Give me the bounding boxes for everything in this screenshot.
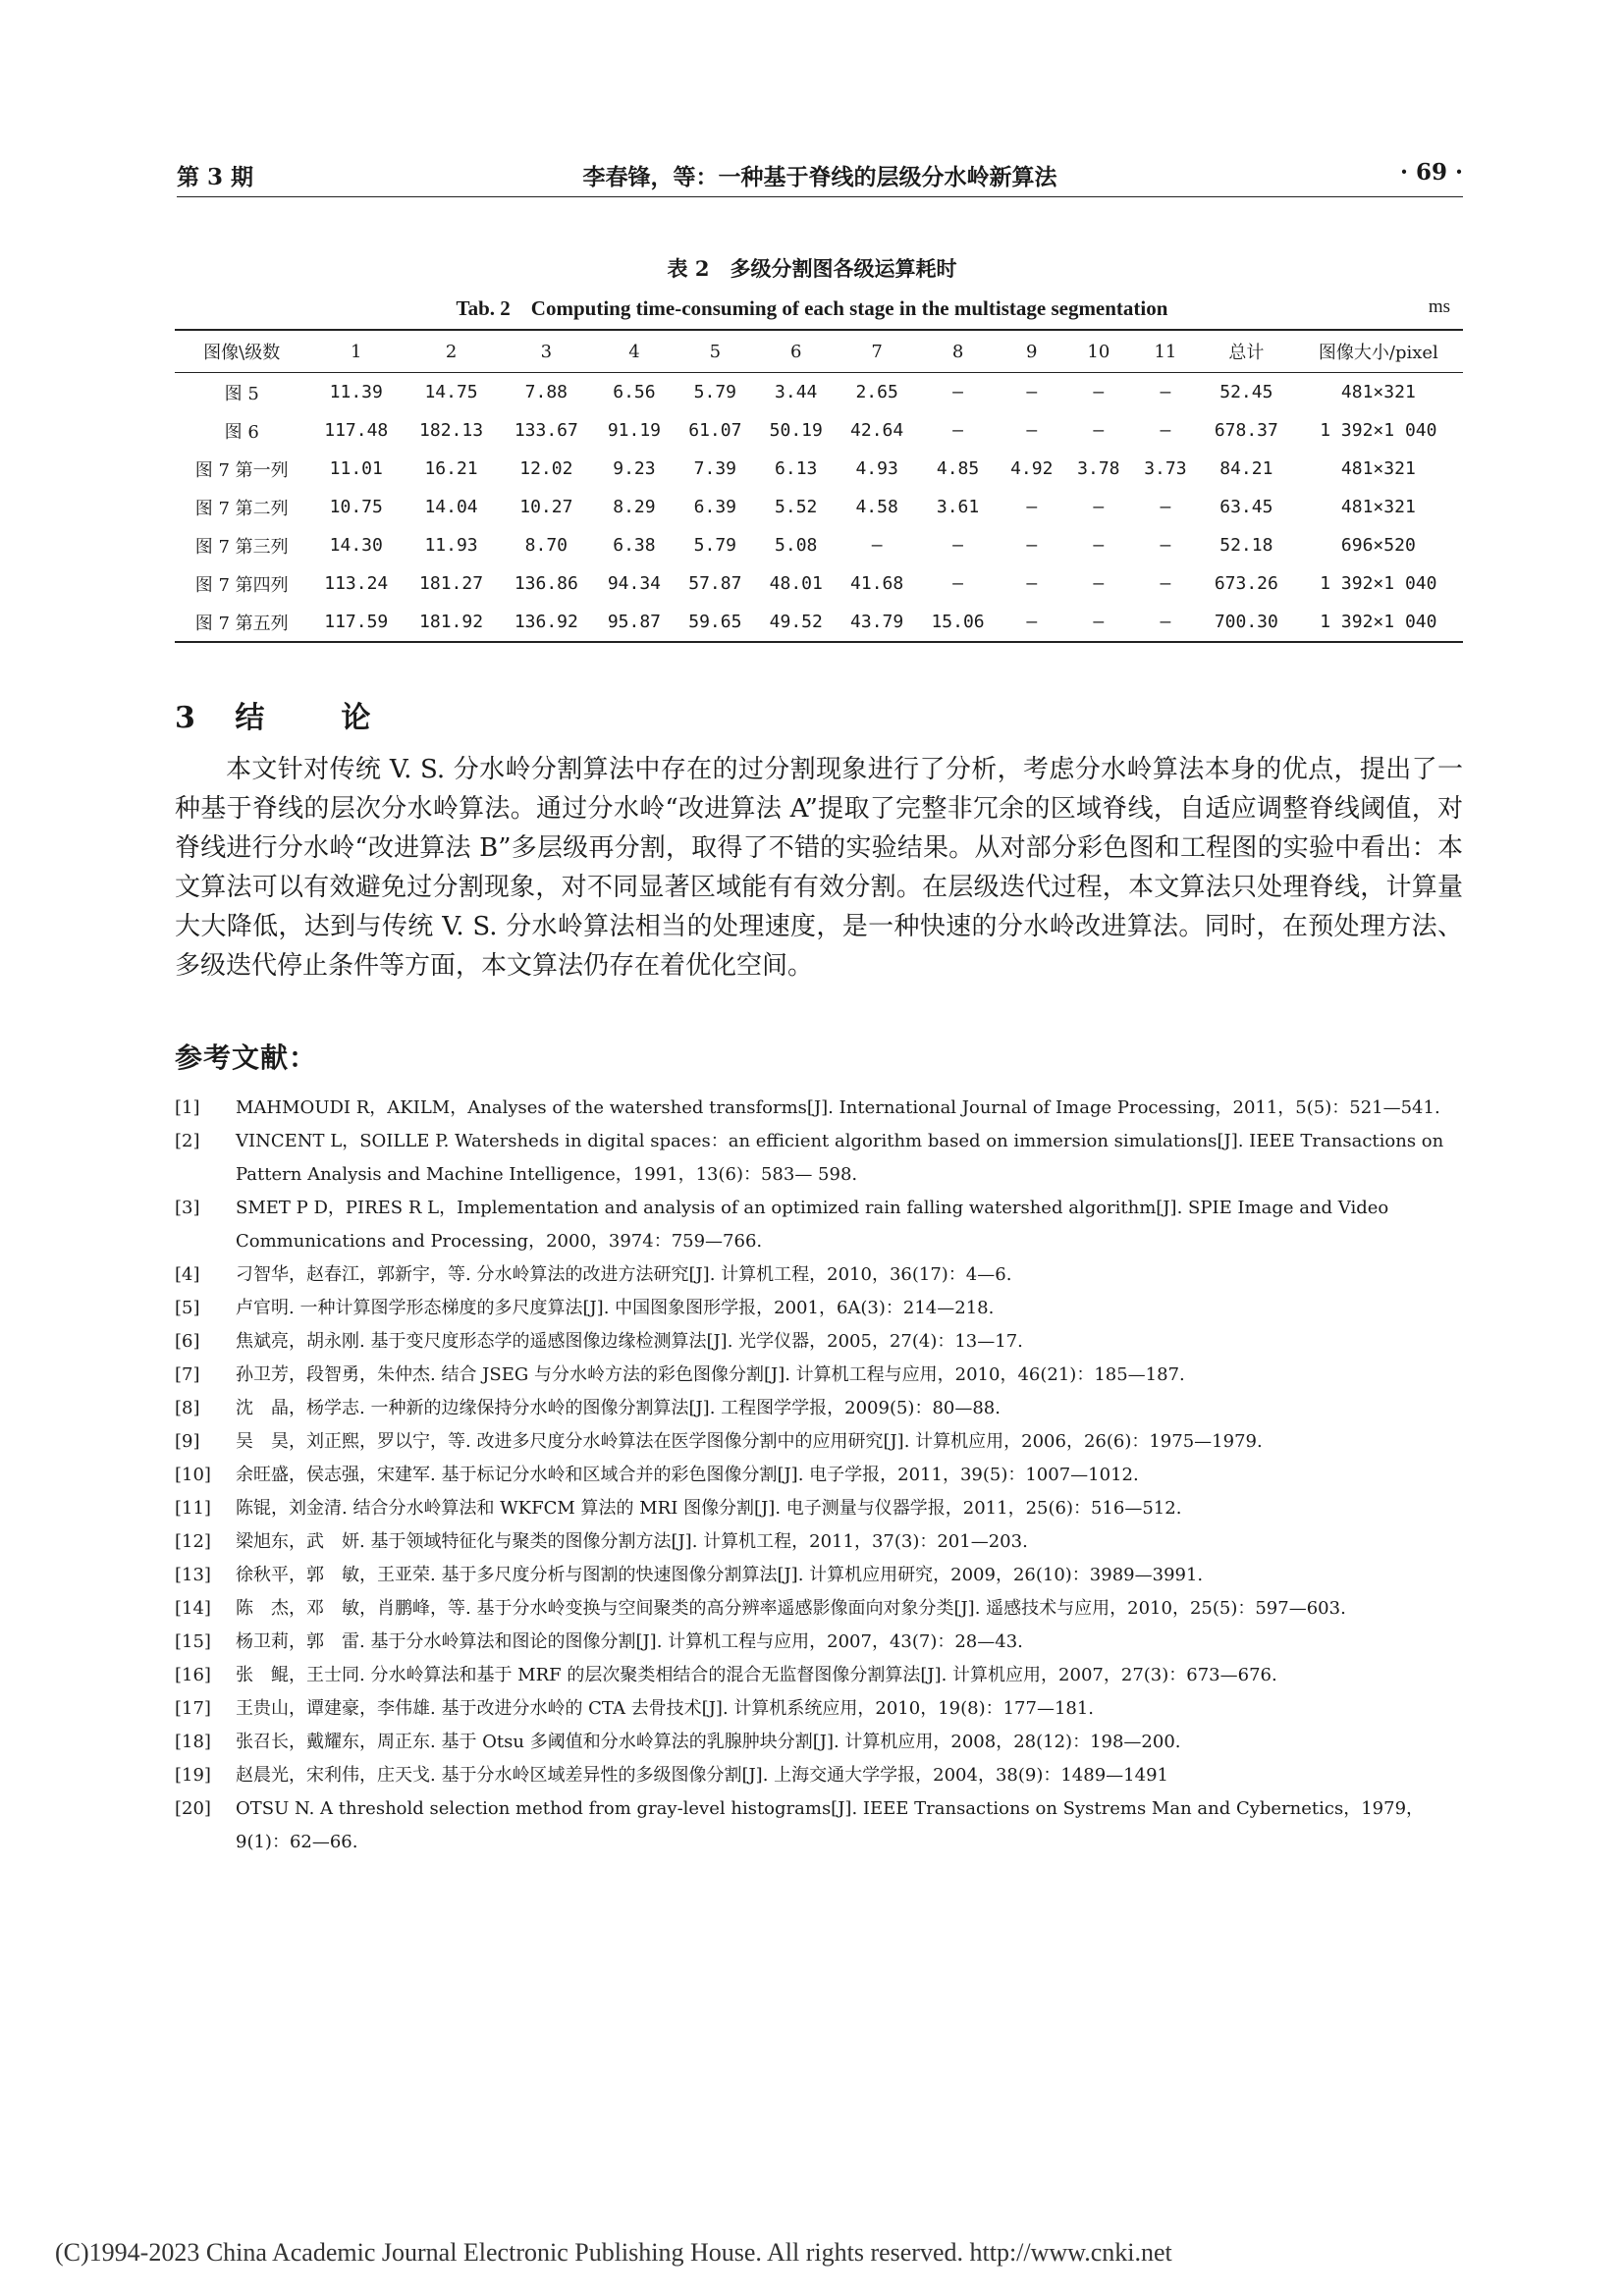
table-cell: — (1026, 573, 1038, 594)
reference-number: [20] (175, 1798, 211, 1819)
table-cell: 50.19 (769, 420, 823, 441)
reference-text: 刁智华，赵春江，郭新宇，等. 分水岭算法的改进方法研究[J]. 计算机工程，2010，36(17)：4—6. (236, 1264, 1012, 1285)
table-cell: 94.34 (607, 573, 662, 594)
table-cell: 8.70 (524, 535, 568, 556)
reference-item (175, 1359, 1463, 1392)
table-cell: 3.61 (936, 497, 980, 517)
table-cell: 6.38 (613, 535, 656, 556)
column-header: 1 (308, 330, 404, 373)
references-heading: 参考文献： (175, 1041, 318, 1074)
row-label: 图 7 第二列 (194, 498, 289, 519)
table-cell: 133.67 (514, 420, 578, 441)
table-cell: — (952, 420, 963, 441)
table-cell: 10.75 (329, 497, 383, 517)
table-cell: 673.26 (1214, 573, 1278, 594)
table-cell: 5.08 (775, 535, 818, 556)
running-title: 李春锋，等：一种基于脊线的层级分水岭新算法 (582, 164, 1057, 190)
table-cell: 14.30 (329, 535, 383, 556)
table-cell: 11.39 (329, 382, 383, 402)
table-row (175, 450, 1463, 488)
table-cell: 182.13 (419, 420, 484, 441)
table-cell: 12.02 (519, 458, 573, 479)
reference-number: [12] (175, 1531, 211, 1552)
table-cell: 11.93 (424, 535, 478, 556)
table-cell: 4.93 (855, 458, 898, 479)
table-row (175, 526, 1463, 564)
table-cell: 8.29 (613, 497, 656, 517)
table-cell: 59.65 (675, 603, 755, 642)
reference-text: 张 鲲，王士同. 分水岭算法和基于 MRF 的层次聚类相结合的混合无监督图像分割算法[J]. 计算机应用，2007，27(3)：673—676. (236, 1665, 1277, 1685)
table-cell: 63.45 (1219, 497, 1273, 517)
reference-number: [17] (175, 1698, 211, 1719)
table-cell: 6.39 (693, 497, 736, 517)
copyright-footer: (C)1994-2023 China Academic Journal Electronic Publishing House. All rights reserved. http://www.cnki.net (55, 2238, 1172, 2267)
table-cell: 48.01 (769, 573, 823, 594)
reference-item (175, 1525, 1463, 1559)
table-cell: 7.39 (693, 458, 736, 479)
reference-item (175, 1559, 1463, 1592)
reference-number: [11] (175, 1498, 211, 1519)
table-cell: — (1093, 535, 1105, 556)
table-cell: 7.88 (524, 382, 568, 402)
reference-number: [19] (175, 1765, 211, 1786)
table-row (175, 603, 1463, 642)
table-cell: 3.44 (775, 382, 818, 402)
reference-number: [15] (175, 1631, 211, 1652)
reference-text: 孙卫芳，段智勇，朱仲杰. 结合 JSEG 与分水岭方法的彩色图像分割[J]. 计算机工程与应用，2010，46(21)：185—187. (236, 1364, 1185, 1385)
column-header: 11 (1132, 330, 1199, 373)
row-label: 图 5 (224, 383, 259, 404)
table-row (175, 411, 1463, 450)
reference-item (175, 1125, 1463, 1192)
reference-item (175, 1692, 1463, 1726)
reference-number: [10] (175, 1465, 211, 1485)
column-header: 10 (1065, 330, 1132, 373)
reference-number: [7] (175, 1364, 200, 1385)
table-cell: 16.21 (424, 458, 478, 479)
column-header: 8 (917, 330, 998, 373)
table-cell: 117.59 (308, 603, 404, 642)
reference-number: [5] (175, 1298, 200, 1318)
reference-text: 陈锟，刘金清. 结合分水岭算法和 WKFCM 算法的 MRI 图像分割[J]. 电子测量与仪器学报，2011，25(6)：516—512. (236, 1498, 1182, 1519)
reference-item (175, 1258, 1463, 1292)
reference-item (175, 1792, 1463, 1859)
table-cell: — (1093, 497, 1105, 517)
table-cell: 3.78 (1077, 458, 1120, 479)
page-number: · 69 · (1399, 159, 1463, 186)
table-cell: 181.27 (419, 573, 484, 594)
table-cell: 117.48 (324, 420, 389, 441)
reference-item (175, 1392, 1463, 1425)
reference-number: [16] (175, 1665, 211, 1685)
column-header: 4 (594, 330, 675, 373)
table-cell: — (1026, 420, 1038, 441)
issue-number: 第 3 期 (177, 164, 254, 190)
reference-item (175, 1626, 1463, 1659)
table-cell: 42.64 (850, 420, 904, 441)
reference-number: [18] (175, 1732, 211, 1752)
table-cell: — (999, 603, 1065, 642)
table-cell: — (1065, 603, 1132, 642)
table-cell: 11.01 (329, 458, 383, 479)
reference-number: [13] (175, 1565, 211, 1585)
row-label: 图 7 第四列 (194, 574, 289, 596)
table-cell: 52.45 (1219, 382, 1273, 402)
row-label: 图 6 (224, 421, 259, 443)
reference-text: 张召长，戴耀东，周正东. 基于 Otsu 多阈值和分水岭算法的乳腺肿块分割[J]. 计算机应用，2008，28(12)：198—200. (236, 1732, 1181, 1752)
table-cell: — (1093, 420, 1105, 441)
table-cell: 136.86 (514, 573, 578, 594)
table-cell: 181.92 (404, 603, 499, 642)
reference-number: [14] (175, 1598, 211, 1619)
reference-item (175, 1192, 1463, 1258)
table-cell: 481×321 (1340, 497, 1416, 517)
reference-text: 王贵山，谭建豪，李伟雄. 基于改进分水岭的 CTA 去骨技术[J]. 计算机系统应用，2010，19(8)：177—181. (236, 1698, 1095, 1719)
table-cell: — (1160, 420, 1171, 441)
table-cell: 6.56 (613, 382, 656, 402)
reference-text: SMET P D，PIRES R L，Implementation and analysis of an optimized rain falling watershed algorithm[J]. SPIE Image and Video Communications and Processing，2000，3974：759—766. (236, 1198, 1389, 1252)
table-cell: 1 392×1 040 (1294, 603, 1463, 642)
timing-table (175, 329, 1463, 643)
table-cell: — (1160, 573, 1171, 594)
table-cell: — (1160, 535, 1171, 556)
table-cell: — (1160, 382, 1171, 402)
section-heading (175, 693, 394, 736)
table-cell: — (1093, 573, 1105, 594)
reference-number: [6] (175, 1331, 200, 1352)
column-header: 9 (999, 330, 1065, 373)
reference-text: 吴 昊，刘正熙，罗以宁，等. 改进多尺度分水岭算法在医学图像分割中的应用研究[J]. 计算机应用，2006，26(6)：1975—1979. (236, 1431, 1263, 1452)
table-cell: 14.04 (424, 497, 478, 517)
reference-text: 徐秋平，郭 敏，王亚荣. 基于多尺度分析与图割的快速图像分割算法[J]. 计算机应用研究，2009，26(10)：3989—3991. (236, 1565, 1204, 1585)
table-row (175, 564, 1463, 603)
table-cell: 95.87 (594, 603, 675, 642)
column-header: 图像\级数 (175, 330, 308, 373)
table-body (175, 373, 1463, 643)
reference-item (175, 1759, 1463, 1792)
table-cell: 4.85 (936, 458, 980, 479)
reference-text: MAHMOUDI R，AKILM，Analyses of the watershed transforms[J]. International Journal of Image Processing，2011，5(5)：521—541. (236, 1097, 1440, 1118)
table-cell: 1 392×1 040 (1320, 573, 1437, 594)
column-header: 图像大小/pixel (1294, 330, 1463, 373)
table-cell: — (1026, 382, 1038, 402)
table-cell: — (952, 535, 963, 556)
running-header (177, 159, 1463, 194)
section-title: 结 论 (235, 701, 395, 735)
reference-text: 卢官明. 一种计算图学形态梯度的多尺度算法[J]. 中国图象图形学报，2001，6A(3)：214—218. (236, 1298, 995, 1318)
row-label: 图 7 第五列 (175, 603, 308, 642)
table-cell: 696×520 (1340, 535, 1416, 556)
table-cell: 43.79 (837, 603, 917, 642)
table-cell: — (1026, 497, 1038, 517)
table-cell: 15.06 (917, 603, 998, 642)
reference-text: 杨卫莉，郭 雷. 基于分水岭算法和图论的图像分割[J]. 计算机工程与应用，2007，43(7)：28—43. (236, 1631, 1023, 1652)
reference-text: OTSU N. A threshold selection method from gray-level histograms[J]. IEEE Transactions on Systrems Man and Cybernetics，1979，9(1)：62—66. (236, 1798, 1425, 1852)
reference-list (175, 1092, 1463, 1859)
table-cell: 49.52 (756, 603, 837, 642)
table-cell: 57.87 (688, 573, 742, 594)
reference-item (175, 1292, 1463, 1325)
table-cell: 91.19 (607, 420, 662, 441)
table-cell: 52.18 (1219, 535, 1273, 556)
table-cell: 14.75 (424, 382, 478, 402)
reference-text: VINCENT L，SOILLE P. Watersheds in digital spaces：an efficient algorithm based on immersion simulations[J]. IEEE Transactions on Pattern Analysis and Machine Intelligence，1991，13(6)：583— 598. (236, 1131, 1444, 1185)
column-header: 5 (675, 330, 755, 373)
table-cell: 4.58 (855, 497, 898, 517)
table-cell: 2.65 (855, 382, 898, 402)
table-header-row (175, 330, 1463, 373)
reference-number: [9] (175, 1431, 200, 1452)
reference-text: 焦斌亮，胡永刚. 基于变尺度形态学的遥感图像边缘检测算法[J]. 光学仪器，2005，27(4)：13—17. (236, 1331, 1023, 1352)
reference-number: [8] (175, 1398, 200, 1418)
reference-item (175, 1592, 1463, 1626)
column-header: 总计 (1199, 330, 1294, 373)
row-label: 图 7 第一列 (194, 459, 289, 481)
column-header: 6 (756, 330, 837, 373)
table-cell: 4.92 (1010, 458, 1054, 479)
table-unit: ms (1428, 296, 1450, 317)
table-cell: — (1160, 497, 1171, 517)
reference-item (175, 1726, 1463, 1759)
table-cell: 678.37 (1214, 420, 1278, 441)
reference-text: 陈 杰，邓 敏，肖鹏峰，等. 基于分水岭变换与空间聚类的高分辨率遥感影像面向对象分类[J]. 遥感技术与应用，2010，25(5)：597—603. (236, 1598, 1346, 1619)
conclusion-paragraph: 本文针对传统 V. S. 分水岭分割算法中存在的过分割现象进行了分析，考虑分水岭算法本身的优点，提出了一种基于脊线的层次分水岭算法。通过分水岭“改进算法 A”提取了完整非冗余的区域脊线，自适应调整脊线阈值，对脊线进行分水岭“改进算法 B”多层级再分割，取得了不错的实验结果。从对部分彩色图和工程图的实验中看出：本文算法可以有效避免过分割现象，对不同显著区域能有有效分割。在层级迭代过程，本文算法只处理脊线，计算量大大降低，达到与传统 V. S. 分水岭算法相当的处理速度，是一种快速的分水岭改进算法。同时，在预处理方法、多级迭代停止条件等方面，本文算法仍存在着优化空间。 (175, 755, 1463, 981)
table-cell: 5.79 (693, 535, 736, 556)
table-cell: — (1093, 382, 1105, 402)
table-cell: 3.73 (1144, 458, 1187, 479)
column-header: 2 (404, 330, 499, 373)
table-row (175, 488, 1463, 526)
table-cell: 5.52 (775, 497, 818, 517)
table-cell: 61.07 (688, 420, 742, 441)
reference-item (175, 1325, 1463, 1359)
reference-text: 余旺盛，侯志强，宋建军. 基于标记分水岭和区域合并的彩色图像分割[J]. 电子学报，2011，39(5)：1007—1012. (236, 1465, 1139, 1485)
reference-number: [1] (175, 1097, 200, 1118)
table-cell: — (952, 573, 963, 594)
reference-number: [4] (175, 1264, 200, 1285)
table-cell: 6.13 (775, 458, 818, 479)
reference-item (175, 1492, 1463, 1525)
row-label: 图 7 第三列 (194, 536, 289, 558)
reference-text: 沈 晶，杨学志. 一种新的边缘保持分水岭的图像分割算法[J]. 工程图学学报，2009(5)：80—88. (236, 1398, 1001, 1418)
reference-item (175, 1459, 1463, 1492)
reference-text: 梁旭东，武 妍. 基于领域特征化与聚类的图像分割方法[J]. 计算机工程，2011，37(3)：201—203. (236, 1531, 1028, 1552)
table-caption-chinese: 表 2 多级分割图各级运算耗时 (667, 256, 957, 281)
table-cell: 41.68 (850, 573, 904, 594)
table-row (175, 373, 1463, 412)
table-cell: 481×321 (1340, 382, 1416, 402)
table-cell: 5.79 (693, 382, 736, 402)
reference-text: 赵晨光，宋利伟，庄天戈. 基于分水岭区域差异性的多级图像分割[J]. 上海交通大学学报，2004，38(9)：1489—1491 (236, 1765, 1168, 1786)
table-cell: 136.92 (499, 603, 594, 642)
reference-item (175, 1092, 1463, 1125)
reference-item (175, 1425, 1463, 1459)
reference-item (175, 1659, 1463, 1692)
table-cell: — (871, 535, 883, 556)
table-cell: 84.21 (1219, 458, 1273, 479)
table-cell: 481×321 (1340, 458, 1416, 479)
table-cell: 113.24 (324, 573, 389, 594)
table-caption-english: Tab. 2 Computing time-consuming of each stage in the multistage segmentation (456, 296, 1168, 320)
header-rule (177, 196, 1463, 197)
table-cell: — (1026, 535, 1038, 556)
table-cell: 700.30 (1199, 603, 1294, 642)
section-number: 3 (175, 701, 197, 735)
table-cell: — (1132, 603, 1199, 642)
table-cell: — (952, 382, 963, 402)
column-header: 3 (499, 330, 594, 373)
table-cell: 1 392×1 040 (1320, 420, 1437, 441)
reference-number: [3] (175, 1198, 200, 1218)
table-cell: 9.23 (613, 458, 656, 479)
table-cell: 10.27 (519, 497, 573, 517)
column-header: 7 (837, 330, 917, 373)
reference-number: [2] (175, 1131, 200, 1151)
